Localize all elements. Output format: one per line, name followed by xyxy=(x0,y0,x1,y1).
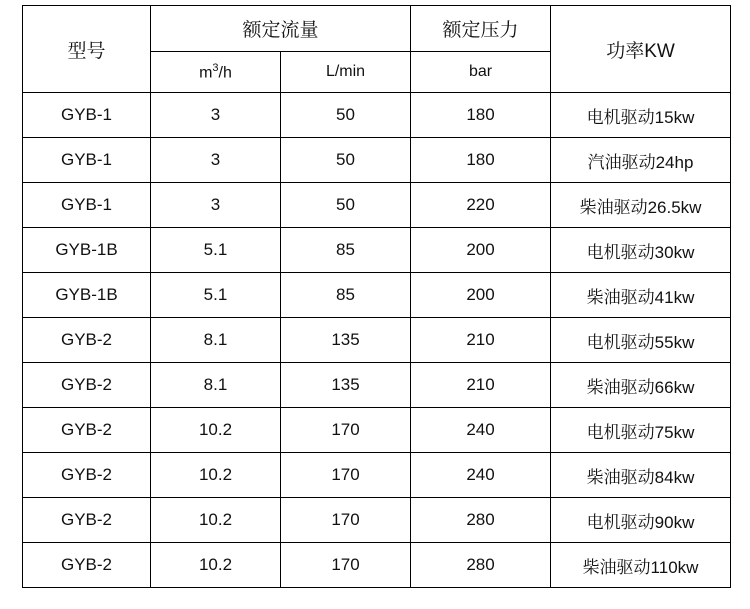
cell-pressure: 210 xyxy=(411,318,551,363)
cell-pressure: 210 xyxy=(411,363,551,408)
cell-model: GYB-1 xyxy=(23,138,151,183)
cell-flow-m3h: 3 xyxy=(151,93,281,138)
header-rated-flow: 额定流量 xyxy=(151,6,411,52)
cell-flow-lmin: 85 xyxy=(281,273,411,318)
table-row xyxy=(23,363,731,408)
cell-power: 电机驱动30kw xyxy=(551,228,731,273)
cell-flow-m3h: 8.1 xyxy=(151,318,281,363)
cell-flow-lmin: 170 xyxy=(281,453,411,498)
cell-power: 柴油驱动26.5kw xyxy=(551,183,731,228)
cell-pressure: 240 xyxy=(411,453,551,498)
cell-flow-lmin: 50 xyxy=(281,138,411,183)
cell-power: 电机驱动75kw xyxy=(551,408,731,453)
header-rated-pressure: 额定压力 xyxy=(411,6,551,52)
cell-pressure: 240 xyxy=(411,408,551,453)
header-model: 型号 xyxy=(23,6,151,93)
cell-power: 电机驱动90kw xyxy=(551,498,731,543)
header-unit-m3h xyxy=(151,52,281,93)
table-row xyxy=(23,93,731,138)
cell-flow-m3h: 3 xyxy=(151,138,281,183)
cell-model: GYB-2 xyxy=(23,363,151,408)
cell-model: GYB-1B xyxy=(23,228,151,273)
cell-flow-m3h: 5.1 xyxy=(151,228,281,273)
cell-power: 柴油驱动110kw xyxy=(551,543,731,588)
cell-pressure: 220 xyxy=(411,183,551,228)
cell-flow-m3h: 10.2 xyxy=(151,408,281,453)
spec-table-page xyxy=(0,5,750,609)
table-row xyxy=(23,498,731,543)
header-unit-bar: bar xyxy=(411,52,551,93)
table-row xyxy=(23,228,731,273)
cell-power: 电机驱动55kw xyxy=(551,318,731,363)
cell-pressure: 180 xyxy=(411,93,551,138)
cell-model: GYB-1 xyxy=(23,93,151,138)
cell-flow-m3h: 10.2 xyxy=(151,453,281,498)
unit-m3h-suffix: /h xyxy=(218,64,232,82)
cell-flow-lmin: 50 xyxy=(281,183,411,228)
table-header-main-row xyxy=(23,6,731,52)
cell-flow-lmin: 135 xyxy=(281,363,411,408)
cell-model: GYB-2 xyxy=(23,498,151,543)
cell-flow-m3h: 10.2 xyxy=(151,543,281,588)
cell-pressure: 200 xyxy=(411,273,551,318)
unit-m3h-superscript: 3 xyxy=(212,61,219,74)
cell-model: GYB-1 xyxy=(23,183,151,228)
table-row xyxy=(23,138,731,183)
cell-flow-lmin: 170 xyxy=(281,498,411,543)
table-row xyxy=(23,183,731,228)
cell-flow-lmin: 170 xyxy=(281,543,411,588)
pump-specification-table xyxy=(22,5,731,588)
cell-pressure: 200 xyxy=(411,228,551,273)
cell-power: 电机驱动15kw xyxy=(551,93,731,138)
cell-flow-m3h: 10.2 xyxy=(151,498,281,543)
cell-flow-lmin: 50 xyxy=(281,93,411,138)
cell-flow-lmin: 135 xyxy=(281,318,411,363)
cell-flow-m3h: 8.1 xyxy=(151,363,281,408)
cell-flow-m3h: 5.1 xyxy=(151,273,281,318)
cell-model: GYB-2 xyxy=(23,453,151,498)
cell-pressure: 280 xyxy=(411,543,551,588)
cell-model: GYB-2 xyxy=(23,543,151,588)
cell-model: GYB-1B xyxy=(23,273,151,318)
cell-flow-lmin: 85 xyxy=(281,228,411,273)
cell-pressure: 280 xyxy=(411,498,551,543)
cell-model: GYB-2 xyxy=(23,408,151,453)
table-row xyxy=(23,543,731,588)
cell-model: GYB-2 xyxy=(23,318,151,363)
unit-m3h-prefix: m xyxy=(199,64,213,82)
cell-power: 柴油驱动66kw xyxy=(551,363,731,408)
table-row xyxy=(23,408,731,453)
cell-power: 汽油驱动24hp xyxy=(551,138,731,183)
cell-flow-lmin: 170 xyxy=(281,408,411,453)
cell-pressure: 180 xyxy=(411,138,551,183)
cell-power: 柴油驱动84kw xyxy=(551,453,731,498)
cell-flow-m3h: 3 xyxy=(151,183,281,228)
table-row xyxy=(23,453,731,498)
table-row xyxy=(23,273,731,318)
header-unit-lmin: L/min xyxy=(281,52,411,93)
cell-power: 柴油驱动41kw xyxy=(551,273,731,318)
header-power: 功率KW xyxy=(551,6,731,93)
table-row xyxy=(23,318,731,363)
